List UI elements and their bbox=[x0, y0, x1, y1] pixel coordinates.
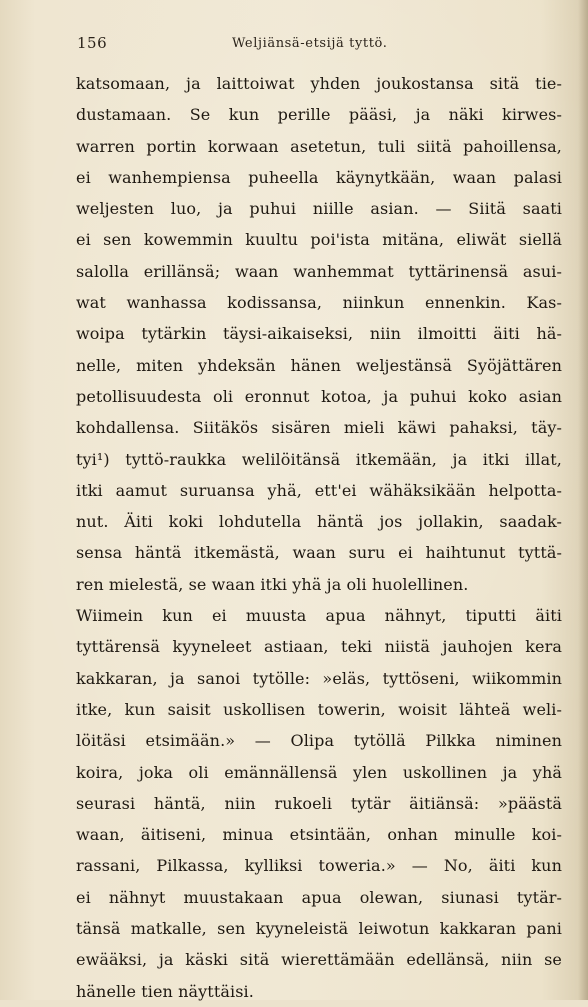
text-line: ei nähnyt muustakaan apua olewan, siunasi tytär- bbox=[76, 887, 562, 907]
text-line: salolla erillänsä; waan wanhemmat tyttärinensä asui- bbox=[76, 261, 562, 281]
text-line: petollisuudesta oli eronnut kotoa, ja puhui koko asian bbox=[76, 386, 562, 406]
text-line: hänelle tien näyttäisi. bbox=[76, 981, 254, 1001]
text-line: seurasi häntä, niin rukoeli tytär äitiänsä: »päästä bbox=[76, 793, 562, 813]
page-edge-shadow bbox=[578, 0, 588, 1000]
text-line: dustamaan. Se kun perille pääsi, ja näki kirwes- bbox=[76, 105, 562, 125]
text-line: Wiimein kun ei muusta apua nähnyt, tiputti äiti bbox=[76, 606, 562, 626]
text-line: ren mielestä, se waan itki yhä ja oli huolellinen. bbox=[76, 574, 469, 594]
text-line: ei wanhempiensa puheella käynytkään, waan palasi bbox=[76, 167, 562, 187]
text-line: ewääksi, ja käski sitä wierettämään edellänsä, niin se bbox=[76, 950, 562, 970]
text-line: kohdallensa. Siitäkös sisären mieli käwi pahaksi, täy- bbox=[76, 418, 562, 438]
text-line: waan, äitiseni, minua etsintään, onhan minulle koi- bbox=[76, 825, 562, 845]
text-line: wat wanhassa kodissansa, niinkun ennenkin. Kas- bbox=[76, 293, 562, 313]
text-line: katsomaan, ja laittoiwat yhden joukostansa sitä tie- bbox=[76, 74, 562, 93]
text-line: tyttärensä kyyneleet astiaan, teki niistä jauhojen kera bbox=[76, 637, 562, 657]
text-line: sensa häntä itkemästä, waan suru ei haihtunut tyttä- bbox=[76, 543, 562, 563]
text-line: tyi¹) tyttö-raukka welilöitänsä itkemään, ja itki illat, bbox=[76, 449, 562, 469]
text-line: tänsä matkalle, sen kyyneleistä leiwotun kakkaran pani bbox=[76, 919, 562, 939]
text-line: warren portin korwaan asetetun, tuli siitä pahoillensa, bbox=[76, 136, 562, 156]
text-line: weljesten luo, ja puhui niille asian. — Siitä saati bbox=[76, 199, 562, 219]
text-line: nelle, miten yhdeksän hänen weljestänsä Syöjättären bbox=[76, 355, 562, 375]
text-line: koira, joka oli emännällensä ylen uskollinen ja yhä bbox=[76, 762, 562, 782]
text-line: kakkaran, ja sanoi tytölle: »eläs, tyttöseni, wiikommin bbox=[76, 668, 562, 688]
text-line: itki aamut suruansa yhä, ett'ei wähäksikään helpotta- bbox=[76, 480, 562, 500]
text-line: itke, kun saisit uskollisen towerin, woisit lähteä weli- bbox=[76, 699, 562, 719]
text-line: rassani, Pilkassa, kylliksi toweria.» — No, äiti kun bbox=[76, 856, 562, 876]
text-line: löitäsi etsimään.» — Olipa tytöllä Pilkka niminen bbox=[76, 731, 562, 751]
running-head: Weljiänsä-etsijä tyttö. bbox=[232, 36, 388, 51]
text-line: woipa tytärkin täysi-aikaiseksi, niin ilmoitti äiti hä- bbox=[76, 324, 562, 344]
page-number: 156 bbox=[77, 34, 108, 52]
body-text bbox=[76, 68, 562, 1007]
text-line: nut. Äiti koki lohdutella häntä jos jollakin, saadak- bbox=[76, 512, 562, 532]
text-line: ei sen kowemmin kuultu poi'ista mitäna, eliwät siellä bbox=[76, 230, 562, 250]
